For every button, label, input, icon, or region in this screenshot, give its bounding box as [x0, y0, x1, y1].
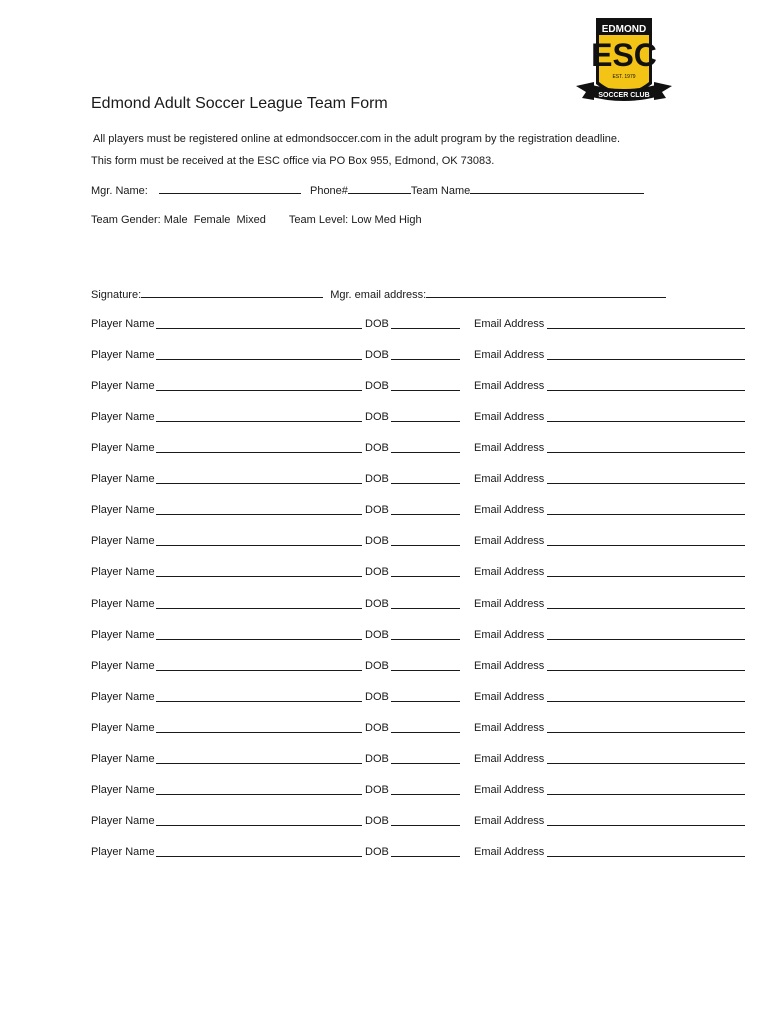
- player-email-field[interactable]: [547, 535, 745, 546]
- signature-label: Signature:: [91, 289, 142, 301]
- manager-line: [91, 183, 644, 197]
- player-email-label: Email Address: [474, 659, 545, 672]
- player-dob-label: DOB: [365, 535, 389, 548]
- page-title: Edmond Adult Soccer League Team Form: [91, 95, 388, 112]
- player-name-label: Player Name: [91, 318, 155, 330]
- player-row: [91, 784, 751, 798]
- player-email-label: Email Address: [474, 814, 545, 827]
- player-dob-label: DOB: [365, 752, 389, 765]
- player-name-label: Player Name: [91, 814, 155, 827]
- player-row: [91, 318, 751, 332]
- player-name-field[interactable]: [156, 815, 362, 826]
- player-name-field[interactable]: [156, 504, 362, 515]
- player-row: [91, 660, 751, 674]
- player-name-label: Player Name: [91, 721, 155, 734]
- player-name-label: Player Name: [91, 349, 155, 362]
- player-name-label: Player Name: [91, 597, 155, 610]
- player-dob-field[interactable]: [391, 318, 460, 329]
- player-email-field[interactable]: [547, 753, 745, 764]
- player-name-label: Player Name: [91, 535, 155, 548]
- manager-email-label: Mgr. email address:: [330, 289, 427, 301]
- player-name-label: Player Name: [91, 659, 155, 672]
- player-name-label: Player Name: [91, 473, 155, 486]
- player-dob-label: DOB: [365, 628, 389, 641]
- player-name-field[interactable]: [156, 691, 362, 702]
- player-email-field[interactable]: [547, 691, 745, 702]
- player-name-field[interactable]: [156, 535, 362, 546]
- player-email-field[interactable]: [547, 473, 745, 484]
- player-dob-label: DOB: [365, 318, 389, 330]
- player-dob-label: DOB: [365, 659, 389, 672]
- player-name-field[interactable]: [156, 598, 362, 609]
- player-row: [91, 566, 751, 580]
- player-email-field[interactable]: [547, 784, 745, 795]
- logo-ribbon-text: SOCCER CLUB: [598, 92, 650, 99]
- manager-name-field[interactable]: [159, 183, 301, 194]
- player-name-label: Player Name: [91, 411, 155, 424]
- phone-field[interactable]: [348, 183, 411, 194]
- player-name-field[interactable]: [156, 660, 362, 671]
- player-email-field[interactable]: [547, 411, 745, 422]
- team-name-field[interactable]: [470, 183, 644, 194]
- player-email-field[interactable]: [547, 442, 745, 453]
- player-row: [91, 629, 751, 643]
- player-dob-field[interactable]: [391, 629, 460, 640]
- player-name-label: Player Name: [91, 783, 155, 796]
- player-row: [91, 691, 751, 705]
- player-dob-label: DOB: [365, 721, 389, 734]
- player-dob-label: DOB: [365, 690, 389, 703]
- player-dob-field[interactable]: [391, 504, 460, 515]
- player-email-field[interactable]: [547, 815, 745, 826]
- player-name-field[interactable]: [156, 411, 362, 422]
- player-name-field[interactable]: [156, 318, 362, 329]
- player-email-label: Email Address: [474, 504, 545, 517]
- player-row: [91, 380, 751, 394]
- player-name-field[interactable]: [156, 629, 362, 640]
- player-name-label: Player Name: [91, 504, 155, 517]
- player-email-label: Email Address: [474, 411, 545, 424]
- player-dob-field[interactable]: [391, 784, 460, 795]
- player-name-field[interactable]: [156, 753, 362, 764]
- player-dob-field[interactable]: [391, 598, 460, 609]
- phone-label: Phone#: [309, 185, 348, 197]
- player-dob-label: DOB: [365, 566, 389, 579]
- player-dob-field[interactable]: [391, 722, 460, 733]
- player-email-label: Email Address: [474, 597, 545, 610]
- player-name-label: Player Name: [91, 690, 155, 703]
- player-name-field[interactable]: [156, 473, 362, 484]
- player-dob-field[interactable]: [391, 535, 460, 546]
- player-name-label: Player Name: [91, 380, 155, 393]
- player-row: [91, 535, 751, 549]
- manager-email-field[interactable]: [426, 287, 666, 298]
- player-email-field[interactable]: [547, 846, 745, 857]
- player-dob-field[interactable]: [391, 691, 460, 702]
- player-row: [91, 815, 751, 829]
- player-email-label: Email Address: [474, 442, 545, 455]
- player-dob-label: DOB: [365, 380, 389, 393]
- player-dob-field[interactable]: [391, 815, 460, 826]
- player-row: [91, 411, 751, 425]
- intro-line-2: This form must be received at the ESC office via PO Box 955, Edmond, OK 73083.: [91, 155, 495, 167]
- player-email-label: Email Address: [474, 752, 545, 765]
- player-dob-field[interactable]: [391, 349, 460, 360]
- player-dob-field[interactable]: [391, 660, 460, 671]
- team-level-label: Team Level:: [288, 214, 349, 226]
- logo-est-text: EST. 1979: [612, 74, 636, 80]
- player-email-field[interactable]: [547, 566, 745, 577]
- player-dob-label: DOB: [365, 411, 389, 424]
- logo-top-text: EDMOND: [601, 24, 647, 35]
- player-email-label: Email Address: [474, 349, 545, 362]
- player-name-field[interactable]: [156, 566, 362, 577]
- player-row: [91, 473, 751, 487]
- player-name-field[interactable]: [156, 722, 362, 733]
- player-email-label: Email Address: [474, 783, 545, 796]
- player-email-label: Email Address: [474, 318, 545, 330]
- player-email-label: Email Address: [474, 380, 545, 393]
- player-email-label: Email Address: [474, 846, 545, 859]
- player-email-label: Email Address: [474, 473, 545, 486]
- player-row: [91, 442, 751, 456]
- player-email-field[interactable]: [547, 598, 745, 609]
- team-line: [91, 214, 422, 226]
- player-email-label: Email Address: [474, 628, 545, 641]
- team-gender-label: Team Gender:: [91, 214, 161, 226]
- player-email-label: Email Address: [474, 535, 545, 548]
- player-row: [91, 349, 751, 363]
- player-dob-field[interactable]: [391, 411, 460, 422]
- player-email-field[interactable]: [547, 660, 745, 671]
- player-dob-label: DOB: [365, 504, 389, 517]
- player-email-field[interactable]: [547, 504, 745, 515]
- player-name-label: Player Name: [91, 752, 155, 765]
- player-dob-label: DOB: [365, 349, 389, 362]
- player-row: [91, 753, 751, 767]
- player-dob-field[interactable]: [391, 846, 460, 857]
- team-level-options[interactable]: Low Med High: [351, 214, 422, 226]
- team-gender-options[interactable]: Male Female Mixed: [163, 214, 266, 226]
- player-row: [91, 722, 751, 736]
- player-dob-label: DOB: [365, 442, 389, 455]
- player-email-field[interactable]: [547, 318, 745, 329]
- edmond-esc-logo: [574, 14, 674, 110]
- player-name-field[interactable]: [156, 380, 362, 391]
- player-row: [91, 846, 751, 860]
- player-row: [91, 598, 751, 612]
- manager-name-label: Mgr. Name:: [91, 185, 148, 197]
- intro-line-1: All players must be registered online at edmondsoccer.com in the adult program by the registration deadline.: [93, 133, 621, 145]
- player-name-label: Player Name: [91, 846, 155, 859]
- player-email-label: Email Address: [474, 721, 545, 734]
- player-dob-label: DOB: [365, 846, 389, 859]
- player-name-label: Player Name: [91, 566, 155, 579]
- signature-field[interactable]: [141, 287, 323, 298]
- player-dob-field[interactable]: [391, 566, 460, 577]
- player-name-field[interactable]: [156, 846, 362, 857]
- player-name-field[interactable]: [156, 349, 362, 360]
- player-dob-label: DOB: [365, 473, 389, 486]
- player-email-field[interactable]: [547, 380, 745, 391]
- logo-main-text: ESC: [591, 37, 657, 73]
- player-name-label: Player Name: [91, 442, 155, 455]
- signature-line: [91, 287, 666, 301]
- player-email-field[interactable]: [547, 349, 745, 360]
- player-dob-label: DOB: [365, 783, 389, 796]
- player-name-label: Player Name: [91, 628, 155, 641]
- player-name-field[interactable]: [156, 442, 362, 453]
- player-dob-field[interactable]: [391, 442, 460, 453]
- player-dob-field[interactable]: [391, 473, 460, 484]
- player-email-label: Email Address: [474, 566, 545, 579]
- team-name-label: Team Name: [410, 185, 471, 197]
- player-dob-field[interactable]: [391, 380, 460, 391]
- player-dob-label: DOB: [365, 597, 389, 610]
- player-email-field[interactable]: [547, 629, 745, 640]
- player-dob-field[interactable]: [391, 753, 460, 764]
- player-dob-label: DOB: [365, 814, 389, 827]
- player-name-field[interactable]: [156, 784, 362, 795]
- player-email-field[interactable]: [547, 722, 745, 733]
- player-row: [91, 504, 751, 518]
- player-email-label: Email Address: [474, 690, 545, 703]
